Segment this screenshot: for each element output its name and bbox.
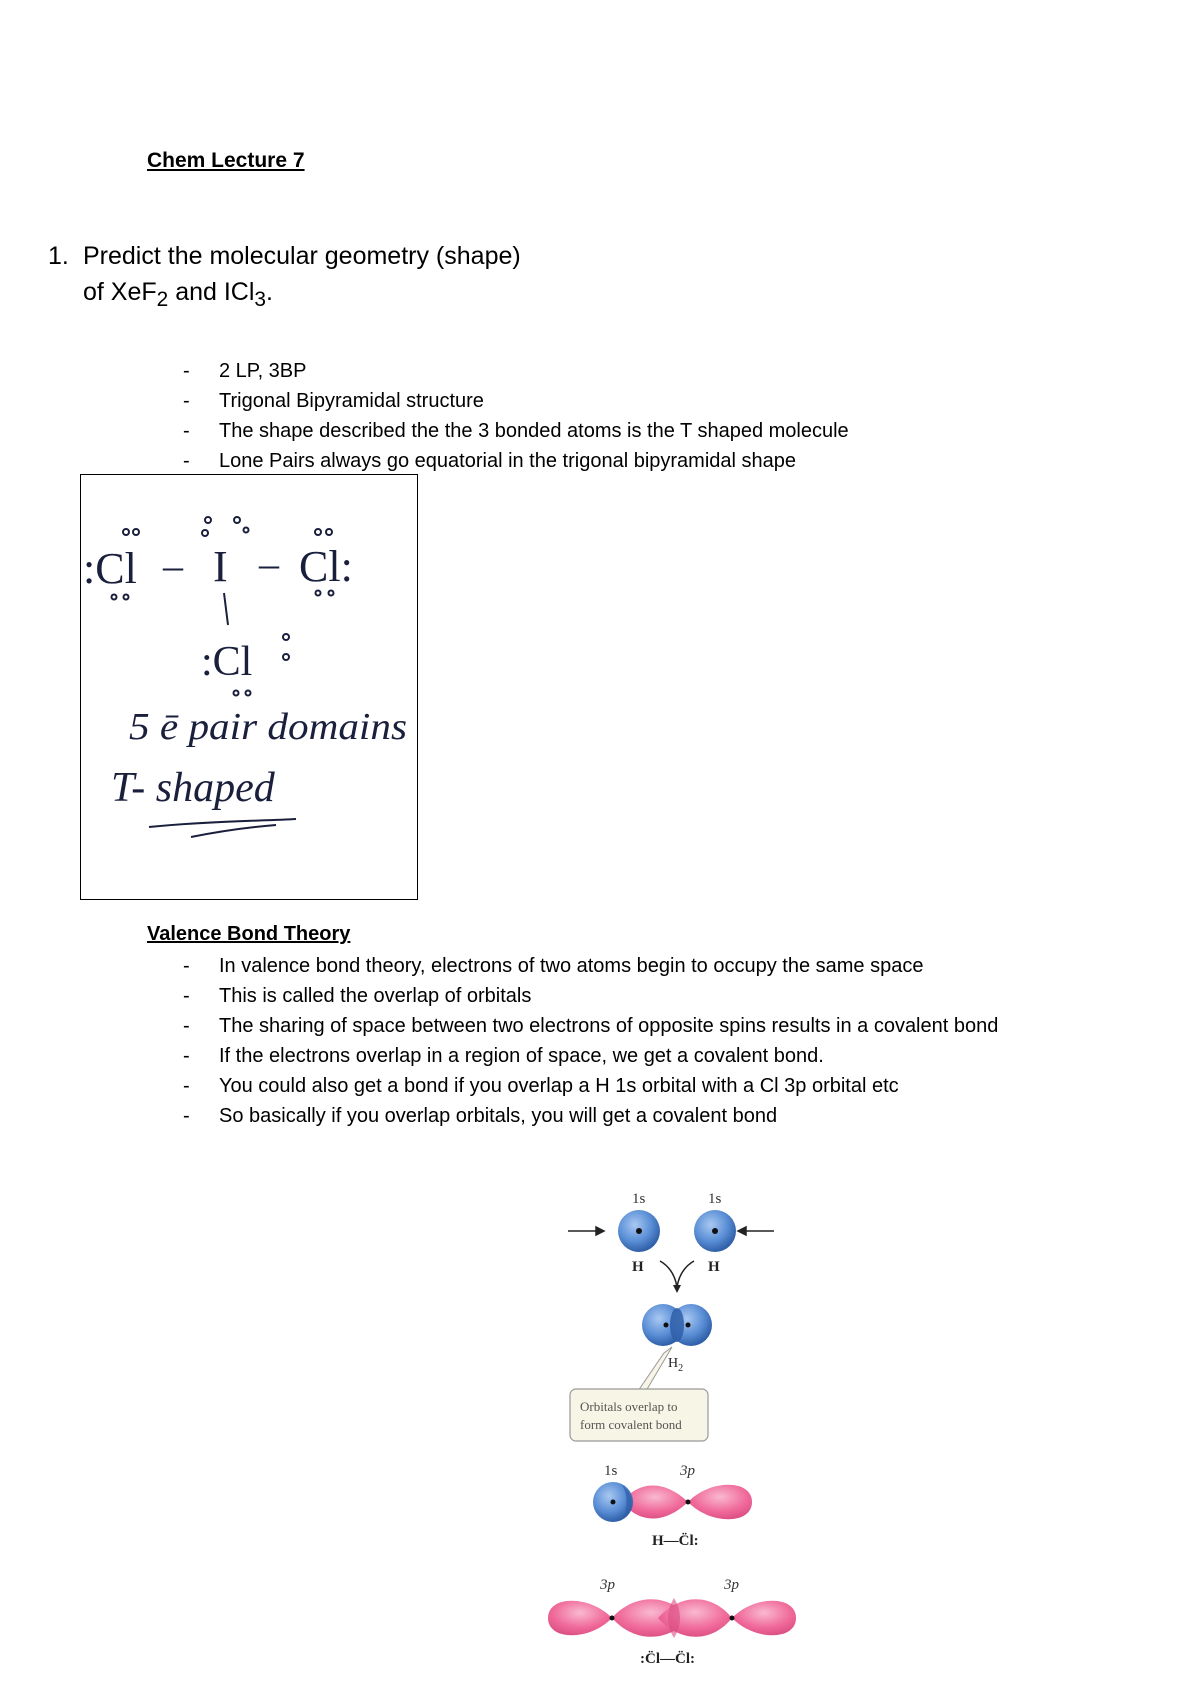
handwritten-shape-note: T- shaped: [111, 765, 275, 811]
handwritten-right-cl: Cl:: [299, 542, 353, 591]
underline-stroke: [191, 825, 276, 837]
lone-pair-dot: [283, 634, 289, 640]
nucleus-dot: [712, 1228, 718, 1234]
handwritten-iodine: I: [213, 542, 228, 591]
answer-bullet-list: [183, 356, 1083, 476]
nucleus-dot: [730, 1616, 735, 1621]
lone-pair-dot: [202, 530, 208, 536]
lone-pair-dot: [124, 595, 129, 600]
list-item: - In valence bond theory, electrons of two atoms begin to occupy the same space: [183, 951, 1063, 981]
list-item: - If the electrons overlap in a region of space, we get a covalent bond.: [183, 1041, 1063, 1071]
callout-box: [570, 1389, 708, 1441]
nucleus-dot: [686, 1323, 691, 1328]
problem-line-2: of XeF$_2$ and ICl$_3$.: [83, 278, 273, 311]
label-cl2: :C̈l—C̈l:: [640, 1651, 695, 1667]
list-item: - You could also get a bond if you overlap a H 1s orbital with a Cl 3p orbital etc: [183, 1071, 1063, 1101]
label-h-right: H: [708, 1259, 720, 1275]
list-item: - This is called the overlap of orbitals: [183, 981, 1063, 1011]
cl-3p-lobe-right: [688, 1485, 752, 1520]
lone-pair-dot: [234, 691, 239, 696]
merge-arrow: [660, 1261, 694, 1287]
list-item: - 2 LP, 3BP: [183, 356, 1083, 386]
approach-arrows: [568, 1227, 774, 1235]
handwritten-left-cl: :Cl: [83, 544, 137, 593]
cl-3p-lobe: [732, 1601, 796, 1636]
list-item: - The shape described the the 3 bonded atoms is the T shaped molecule: [183, 416, 1083, 446]
handwritten-domain-note: 5 ē pair domains: [129, 706, 407, 748]
handwritten-dash: –: [163, 543, 183, 588]
nucleus-dot: [636, 1228, 642, 1234]
lone-pair-dot: [246, 691, 251, 696]
lone-pair-dot: [315, 529, 321, 535]
label-cl2-3p-left: 3p: [600, 1577, 615, 1593]
list-item: - Lone Pairs always go equatorial in the trigonal bipyramidal shape: [183, 446, 1083, 476]
nucleus-dot: [611, 1500, 616, 1505]
lone-pair-dot: [283, 654, 289, 660]
callout-text-line1: Orbitals overlap to: [580, 1399, 678, 1414]
list-item: - Trigonal Bipyramidal structure: [183, 386, 1083, 416]
label-h2: $H_2$: [668, 1356, 684, 1374]
callout-pointer: [638, 1347, 672, 1391]
lone-pair-dot: [316, 591, 321, 596]
orbital-overlap-figure: [540, 1185, 800, 1685]
label-cl2-3p-right: 3p: [724, 1577, 739, 1593]
section-heading: Valence Bond Theory: [147, 923, 351, 945]
label-1s-left: 1s: [632, 1191, 646, 1207]
bond-line: [224, 593, 228, 625]
label-hcl: H—C̈l:: [652, 1533, 699, 1549]
handwritten-lewis-structure: [81, 475, 417, 899]
lone-pair-dot: [326, 529, 332, 535]
overlap-region: [670, 1308, 684, 1342]
problem-number: 1.: [48, 242, 69, 270]
list-item: - The sharing of space between two electrons of opposite spins results in a covalent bond: [183, 1011, 1063, 1041]
label-h-left: H: [632, 1259, 644, 1275]
arrow-head: [673, 1285, 681, 1293]
label-hcl-1s: 1s: [604, 1463, 618, 1479]
handwritten-bottom-cl: :Cl: [201, 639, 253, 685]
lone-pair-dot: [112, 595, 117, 600]
label-1s-right: 1s: [708, 1191, 722, 1207]
lone-pair-dot: [234, 517, 240, 523]
handwritten-dash: –: [259, 541, 279, 586]
callout-text-line2: form covalent bond: [580, 1417, 682, 1432]
nucleus-dot: [686, 1500, 691, 1505]
lone-pair-dot: [205, 517, 211, 523]
cl-3p-lobe: [548, 1601, 612, 1636]
problem-statement: [48, 238, 521, 318]
lone-pair-dot: [329, 591, 334, 596]
problem-line-1: 1. Predict the molecular geometry (shape): [48, 238, 521, 274]
list-item: - So basically if you overlap orbitals, you will get a covalent bond: [183, 1101, 1063, 1131]
label-hcl-3p: 3p: [680, 1463, 695, 1479]
lone-pair-dot: [244, 528, 249, 533]
handwritten-lewis-structure-box: [80, 474, 418, 900]
nucleus-dot: [610, 1616, 615, 1621]
valence-bond-bullet-list: [183, 951, 1063, 1131]
arrow-head: [596, 1227, 604, 1235]
nucleus-dot: [664, 1323, 669, 1328]
document-title: Chem Lecture 7: [147, 149, 305, 172]
arrow-head: [738, 1227, 746, 1235]
lone-pair-dot: [123, 529, 129, 535]
lone-pair-dot: [133, 529, 139, 535]
